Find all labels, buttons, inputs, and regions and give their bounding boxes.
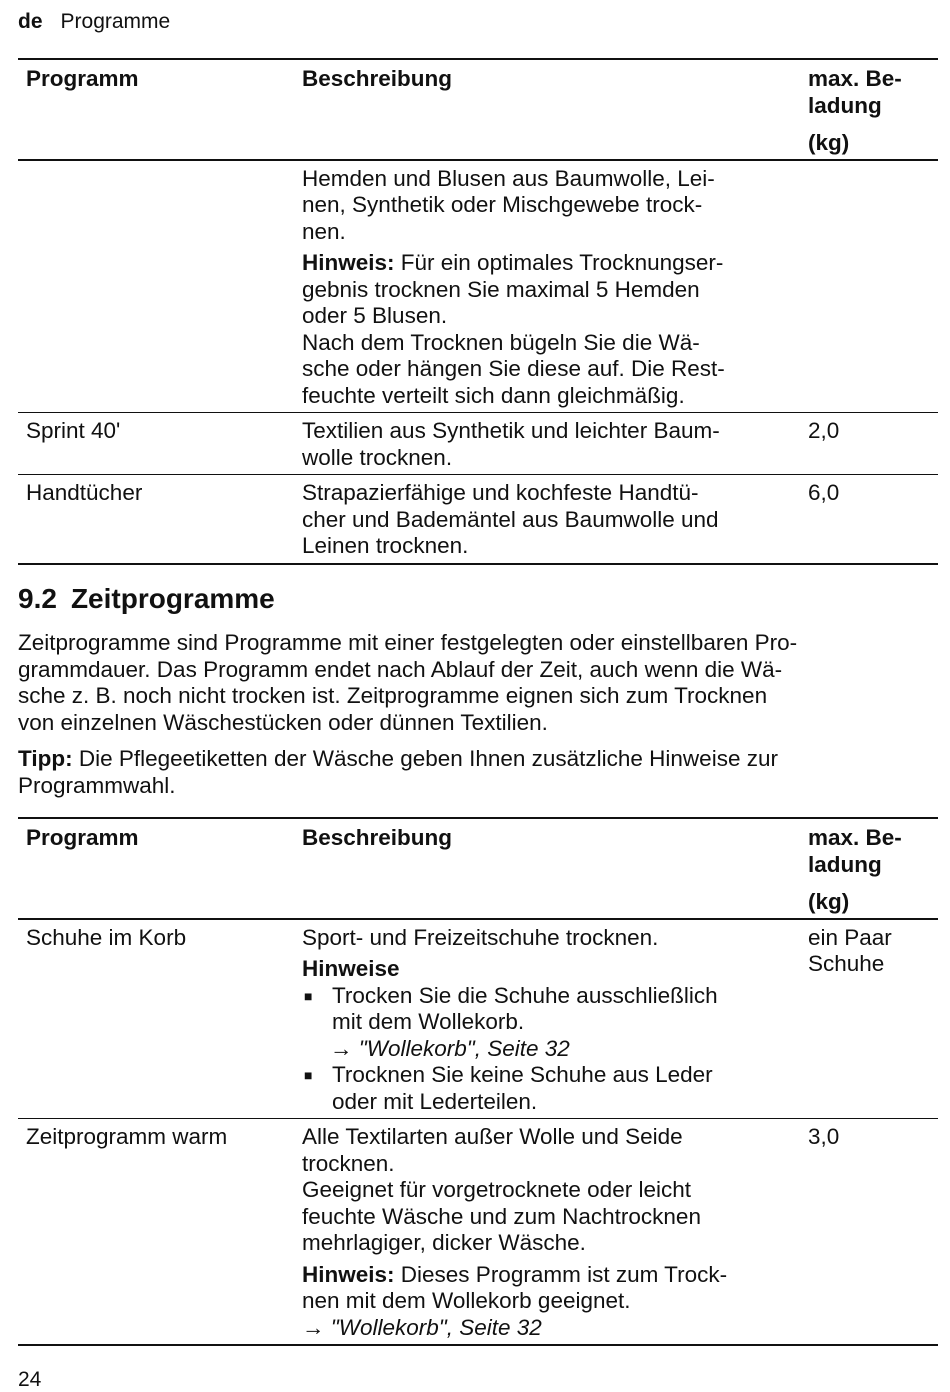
table-header: [18, 60, 938, 161]
bullet-line: oder mit Lederteilen.: [332, 1088, 538, 1114]
description-line: Hemden und Blusen aus Baumwolle, Lei-: [302, 165, 715, 191]
row-description: [294, 166, 800, 410]
tip-text: Die Pflegeetiketten der Wäsche geben Ihnen zusätzliche Hinweise zur: [72, 746, 778, 771]
bullet-line: mit dem Wollekorb.: [332, 1009, 525, 1034]
row-description: [294, 418, 800, 471]
description-line: nen, Synthetik oder Mischgewebe trock-: [302, 192, 703, 217]
header-description: Beschreibung: [302, 66, 453, 91]
note-line: nen mit dem Wollekorb geeignet.: [302, 1288, 631, 1313]
table-row: [18, 475, 938, 565]
row-program: Sprint 40': [26, 418, 121, 443]
section-heading: [18, 582, 275, 616]
header-load-unit: (kg): [808, 130, 850, 155]
table-header: [18, 819, 938, 920]
row-program: [18, 166, 294, 410]
intro-line: Zeitprogramme sind Programme mit einer festgelegten oder einstellbaren Pro-: [18, 630, 798, 655]
cross-reference-link[interactable]: → "Wollekorb", Seite 32: [330, 1035, 570, 1061]
header-program: Programm: [26, 66, 139, 91]
row-load: [800, 925, 938, 1116]
description-line: wolle trocknen.: [302, 444, 453, 470]
bullet-item: [302, 983, 800, 1036]
note-line: sche oder hängen Sie diese auf. Die Rest-: [302, 356, 725, 381]
section-number: 9.2: [18, 583, 57, 614]
program-table-1: [18, 58, 938, 565]
row-program: Zeitprogramm warm: [26, 1124, 228, 1149]
description-line: nen.: [302, 218, 346, 244]
description-line: Strapazierfähige und kochfeste Handtü-: [302, 480, 699, 505]
note-label: Hinweis:: [302, 250, 395, 275]
row-description: [294, 925, 800, 1116]
description-line: Leinen trocknen.: [302, 533, 469, 558]
note-text: Dieses Programm ist zum Trock-: [394, 1261, 728, 1287]
intro-line: grammdauer. Das Programm endet nach Ablauf der Zeit, auch wenn die Wä-: [18, 656, 783, 682]
header-load-line2: ladung: [808, 851, 882, 877]
row-load: 6,0: [808, 480, 840, 505]
bullet-square-icon: ■: [304, 1067, 313, 1083]
note-line: gebnis trocknen Sie maximal 5 Hemden: [302, 276, 700, 302]
description-line: Alle Textilarten außer Wolle und Seide: [302, 1124, 683, 1149]
notes-heading: Hinweise: [302, 956, 400, 981]
row-description: [294, 480, 800, 560]
note-text: Für ein optimales Trocknungser-: [394, 250, 724, 275]
row-description: [294, 1124, 800, 1341]
description-line: trocknen.: [302, 1150, 395, 1176]
note-line: oder 5 Blusen.: [302, 303, 448, 328]
load-line: ein Paar: [808, 924, 892, 950]
row-load: 3,0: [808, 1124, 840, 1149]
intro-line: sche z. B. noch nicht trocken ist. Zeitprogramme eignen sich zum Trocknen: [18, 683, 768, 708]
section-title: Zeitprogramme: [70, 583, 275, 614]
header-load-line2: ladung: [808, 92, 882, 118]
note-line: Nach dem Trocknen bügeln Sie die Wä-: [302, 329, 700, 355]
note-label: Hinweis:: [302, 1261, 395, 1287]
header-load-unit: (kg): [808, 889, 850, 914]
cross-reference-link[interactable]: → "Wollekorb", Seite 32: [302, 1314, 542, 1340]
header-load-line1: max. Be-: [808, 825, 902, 850]
header-section: Programme: [60, 10, 171, 33]
description-line: feuchte Wäsche und zum Nachtrocknen: [302, 1203, 701, 1229]
bullet-line: Trocknen Sie keine Schuhe aus Leder: [332, 1062, 713, 1087]
bullet-line: Trocken Sie die Schuhe ausschließlich: [332, 982, 718, 1008]
language-code: de: [18, 10, 43, 33]
row-program: Schuhe im Korb: [26, 924, 187, 950]
table-row: [18, 1119, 938, 1346]
table-row: [18, 161, 938, 414]
page-header: [18, 9, 170, 35]
description-line: cher und Bademäntel aus Baumwolle und: [302, 506, 719, 532]
table-row: [18, 920, 938, 1120]
row-program: Handtücher: [26, 480, 143, 505]
header-program: Programm: [26, 825, 139, 850]
header-load-line1: max. Be-: [808, 66, 902, 91]
section-intro: [18, 630, 923, 736]
header-description: Beschreibung: [302, 825, 453, 850]
tip-paragraph: [18, 746, 923, 799]
tip-text-line2: Programmwahl.: [18, 772, 176, 798]
description-line: Textilien aus Synthetik und leichter Baum-: [302, 418, 720, 443]
intro-line: von einzelnen Wäschestücken oder dünnen Textilien.: [18, 709, 548, 735]
row-load: 2,0: [808, 418, 840, 443]
table-row: [18, 413, 938, 475]
description-line: Geeignet für vorgetrocknete oder leicht: [302, 1177, 691, 1202]
bullet-item: [302, 1062, 800, 1115]
bullet-square-icon: ■: [304, 987, 313, 1004]
load-line: Schuhe: [808, 951, 885, 976]
program-table-2: [18, 817, 938, 1346]
tip-label: Tipp:: [18, 746, 73, 771]
header-load: [800, 66, 938, 157]
description-line: mehrlagiger, dicker Wäsche.: [302, 1230, 586, 1255]
page-number: 24: [18, 1368, 42, 1391]
row-load: [800, 166, 938, 410]
description-line: Sport- und Freizeitschuhe trocknen.: [302, 924, 659, 950]
note-line: feuchte verteilt sich dann gleichmäßig.: [302, 382, 685, 408]
header-load: [800, 825, 938, 916]
